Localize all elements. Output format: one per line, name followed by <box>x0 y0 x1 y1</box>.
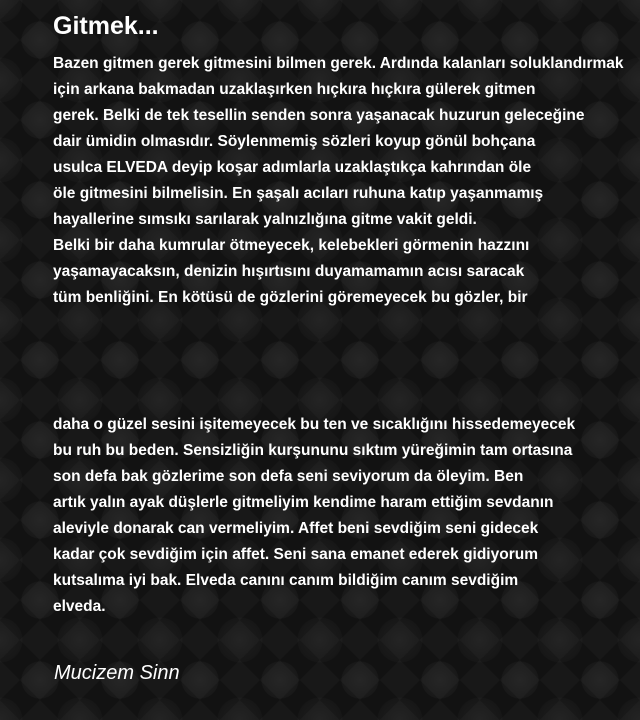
poem-line: artık yalın ayak düşlerle gitmeliyim kendime haram ettiğim sevdanın <box>53 494 554 511</box>
poem-line: elveda. <box>53 598 106 615</box>
poem-line: aleviyle donarak can vermeliyim. Affet beni sevdiğim seni gidecek <box>53 520 539 537</box>
poem-line: hayallerine sımsıkı sarılarak yalnızlığına gitme vakit geldi. <box>53 211 477 228</box>
poem-author: Mucizem Sinn <box>54 662 180 684</box>
poem-line: öle gitmesini bilmelisin. En şaşalı acıları ruhuna katıp yaşanmamış <box>53 185 544 202</box>
poem-line: son defa bak gözlerime son defa seni seviyorum da öleyim. Ben <box>53 468 524 485</box>
poem-line: gerek. Belki de tek tesellin senden sonra yaşanacak huzurun geleceğine <box>53 107 585 124</box>
poem-line: tüm benliğini. En kötüsü de gözlerini göremeyecek bu gözler, bir <box>53 289 528 306</box>
poem-line: dair ümidin olmasıdır. Söylenmemiş sözleri koyup gönül bohçana <box>53 133 536 150</box>
poem-line: usulca ELVEDA deyip koşar adımlarla uzaklaştıkça kahrından öle <box>53 159 532 176</box>
poem-title: Gitmek... <box>53 12 159 40</box>
poem-stanza-2 <box>53 412 575 620</box>
poem-line: bu ruh bu beden. Sensizliğin kurşununu sıktım yüreğimin tam ortasına <box>53 442 573 459</box>
poem-line: Bazen gitmen gerek gitmesini bilmen gerek. Ardında kalanları soluklandırmak <box>53 55 624 72</box>
poem-line: kadar çok sevdiğim için affet. Seni sana emanet ederek gidiyorum <box>53 546 538 563</box>
poem-line: daha o güzel sesini işitemeyecek bu ten ve sıcaklığını hissedemeyecek <box>53 416 576 433</box>
poem-line: için arkana bakmadan uzaklaşırken hıçkıra hıçkıra gülerek gitmen <box>53 81 536 98</box>
poem-line: yaşamayacaksın, denizin hışırtısını duyamamamın acısı saracak <box>53 263 525 280</box>
poem-line: kutsalıma iyi bak. Elveda canını canım bildiğim canım sevdiğim <box>53 572 519 589</box>
poem-stanza-1 <box>53 51 624 311</box>
poem-line: Belki bir daha kumrular ötmeyecek, kelebekleri görmenin hazzını <box>53 237 530 254</box>
